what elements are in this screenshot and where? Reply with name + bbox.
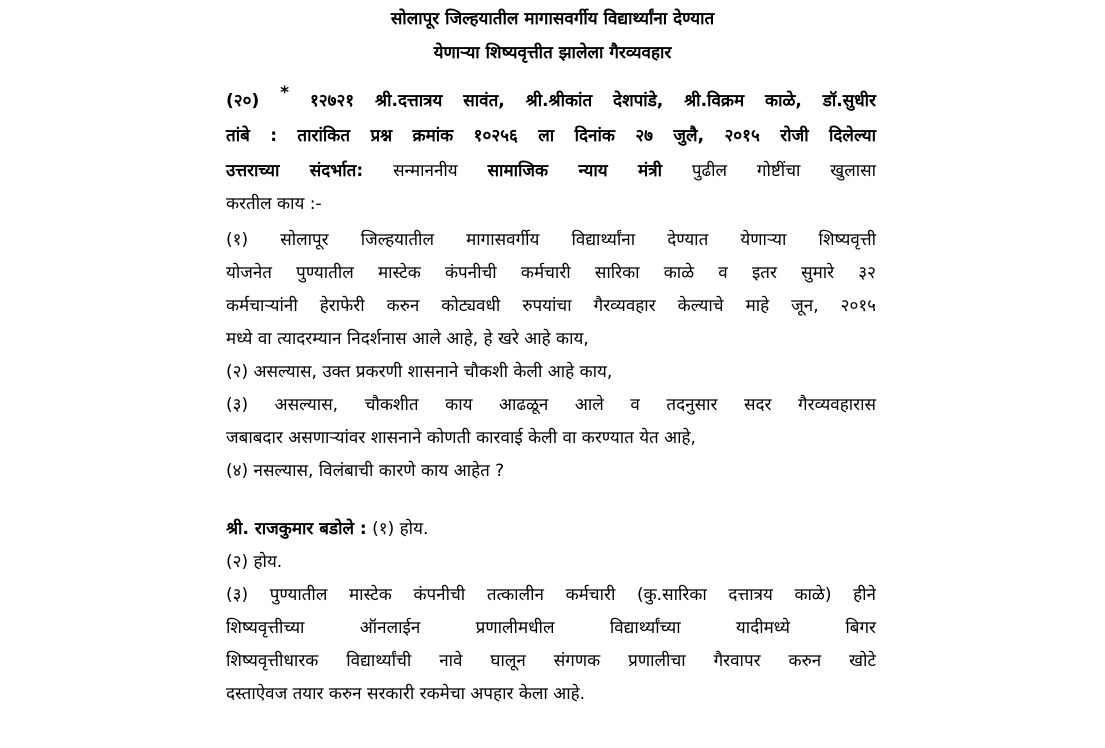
answer-part-3-line-2: शिष्यवृत्तीच्या ऑनलाईन प्रणालीमधील विद्यार्थ्यांच्या यादीमध्ये बिगर bbox=[226, 618, 876, 638]
intro-suffix: पुढील गोष्टींचा खुलासा bbox=[691, 161, 877, 181]
reference-label: उत्तराच्या संदर्भात: bbox=[226, 161, 364, 181]
starred-marker: * bbox=[280, 83, 290, 103]
intro-prefix: सन्माननीय bbox=[393, 161, 458, 181]
document-title-line-1: सोलापूर जिल्हयातील मागासवर्गीय विद्यार्थ्यांना देण्यात bbox=[390, 9, 715, 29]
question-part-4: (४) नसल्यास, विलंबाची कारणे काय आहेत ? bbox=[226, 461, 505, 481]
question-number: (२०) bbox=[226, 91, 260, 111]
answer-part-3-line-3: शिष्यवृत्तीधारक विद्यार्थ्यांची नावे घालून संगणक प्रणालीचा गैरवापर करुन खोटे bbox=[226, 651, 876, 671]
answer-part-3-line-4: दस्ताऐवज तयार करुन सरकारी रकमेचा अपहार केला आहे. bbox=[226, 684, 586, 704]
answer-line-1 bbox=[226, 516, 876, 539]
question-part-1-line-3: कर्मचाऱ्यांनी हेराफेरी करुन कोट्यवधी रुपयांचा गैरव्यवहार केल्याचे माहे जून, २०१५ bbox=[226, 296, 876, 316]
question-intro-end: करतील काय :- bbox=[226, 194, 322, 214]
question-part-3-line-1: (३) असल्यास, चौकशीत काय आढळून आले व तदनुसार सदर गैरव्यवहारास bbox=[226, 395, 876, 415]
question-reference-line: तांबे : तारांकित प्रश्न क्रमांक १०२५६ ला दिनांक २७ जुलै, २०१५ रोजी दिलेल्या bbox=[226, 126, 876, 146]
minister-name: सामाजिक न्याय मंत्री bbox=[487, 161, 662, 181]
question-members: श्री.दत्तात्रय सावंत, श्री.श्रीकांत देशपांडे, श्री.विक्रम काळे, डॉ.सुधीर bbox=[375, 91, 877, 111]
question-intro-line bbox=[226, 158, 876, 181]
question-part-1-line-2: योजनेत पुण्यातील मास्टेक कंपनीची कर्मचारी सारिका काळे व इतर सुमारे ३२ bbox=[226, 263, 876, 283]
answer-part-2: (२) होय. bbox=[226, 552, 283, 572]
question-header-line bbox=[226, 83, 877, 111]
question-part-1-line-4: मध्ये वा त्यादरम्यान निदर्शनास आले आहे, हे खरे आहे काय, bbox=[226, 329, 589, 349]
question-part-1-line-1: (१) सोलापूर जिल्हयातील मागासवर्गीय विद्यार्थ्यांना देण्यात येणाऱ्या शिष्यवृत्ती bbox=[226, 230, 876, 250]
question-part-2: (२) असल्यास, उक्त प्रकरणी शासनाने चौकशी केली आहे काय, bbox=[226, 362, 613, 382]
answer-part-1: (१) होय. bbox=[372, 519, 429, 539]
question-id: १२७२१ bbox=[309, 91, 355, 111]
answer-part-3-line-1: (३) पुण्यातील मास्टेक कंपनीची तत्कालीन कर्मचारी (कु.सारिका दत्तात्रय काळे) हीने bbox=[226, 585, 876, 605]
answering-minister: श्री. राजकुमार बडोले : bbox=[226, 519, 367, 539]
question-part-3-line-2: जबाबदार असणाऱ्यांवर शासनाने कोणती कारवाई केली वा करण्यात येत आहे, bbox=[226, 428, 696, 448]
document-title-line-2: येणाऱ्या शिष्यवृत्तीत झालेला गैरव्यवहार bbox=[433, 43, 672, 63]
